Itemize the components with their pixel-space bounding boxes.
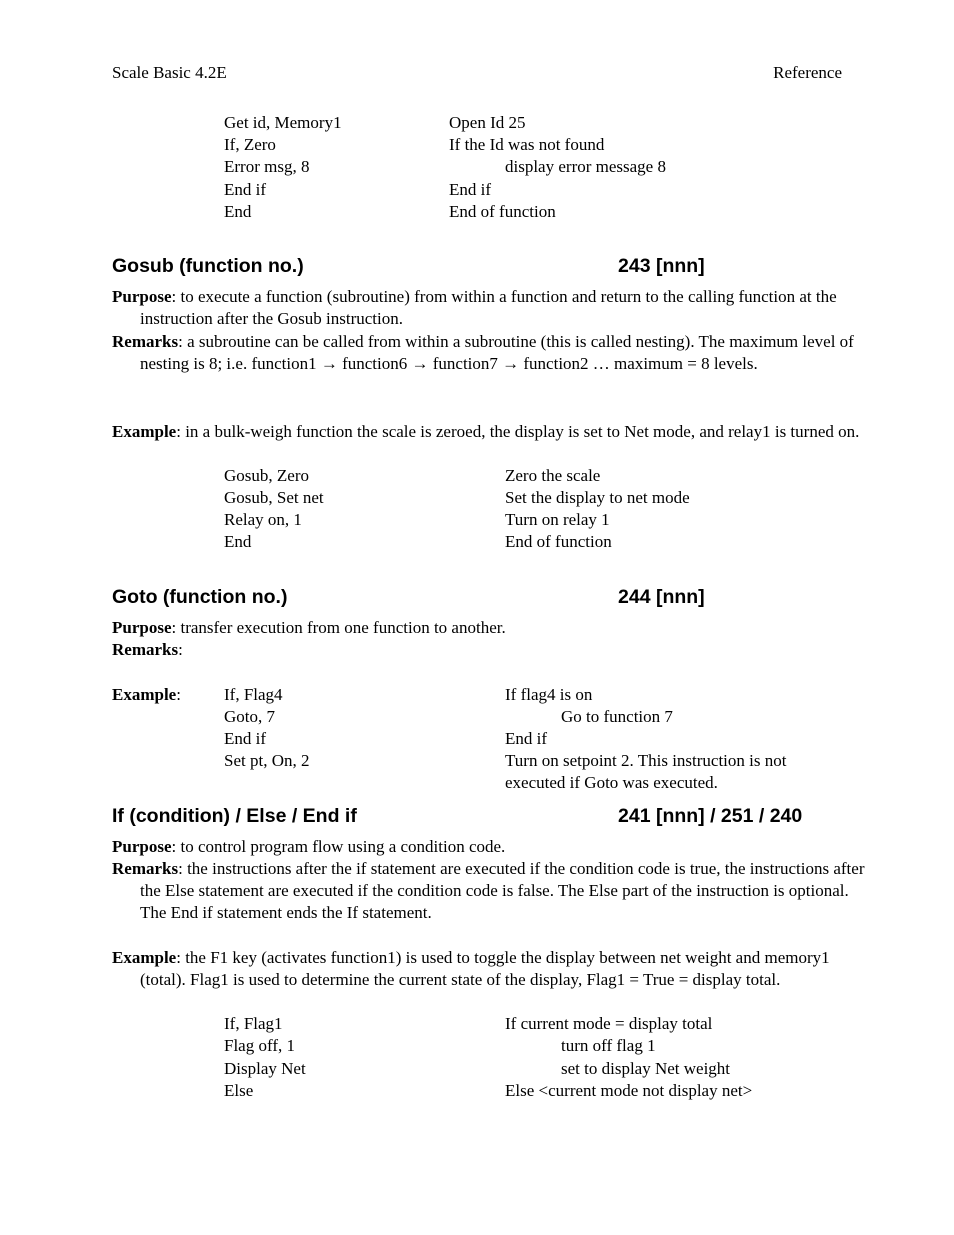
code-comment: turn off flag 1: [561, 1036, 656, 1055]
code-comment: If current mode = display total: [505, 1014, 713, 1033]
code-comment: Go to function 7: [561, 707, 673, 726]
code-comment: End if: [505, 729, 548, 748]
goto-example-label: Example:: [112, 685, 181, 704]
gosub-heading: Gosub (function no.): [112, 255, 304, 277]
code-comment: Else <current mode not display net>: [505, 1081, 753, 1100]
code-comment: executed if Goto was executed.: [505, 773, 718, 792]
code-line: End: [224, 202, 252, 221]
code-line: End if: [224, 180, 267, 199]
code-comment: Turn on relay 1: [505, 510, 610, 529]
code-comment: Zero the scale: [505, 466, 601, 485]
code-comment: display error message 8: [505, 157, 666, 176]
if-opcode: 241 [nnn] / 251 / 240: [618, 805, 803, 827]
code-comment: If the Id was not found: [449, 135, 605, 154]
code-line: Relay on, 1: [224, 510, 302, 529]
code-line: End if: [224, 729, 267, 748]
code-comment: Open Id 25: [449, 113, 526, 132]
code-line: Else: [224, 1081, 254, 1100]
code-line: If, Flag1: [224, 1014, 283, 1033]
if-heading: If (condition) / Else / End if: [112, 805, 357, 827]
code-comment: If flag4 is on: [505, 685, 593, 704]
code-comment: End of function: [505, 532, 612, 551]
code-line: Display Net: [224, 1059, 306, 1078]
goto-opcode: 244 [nnn]: [618, 586, 705, 608]
if-example: Example: the F1 key (activates function1) is used to toggle the display between net weight and memory1 (total). Flag1 is used to determine the current state of the display, Flag1 = True = display total.: [112, 948, 830, 989]
if-remarks: Remarks: the instructions after the if statement are executed if the condition code is true, the instructions after the Else statement are executed if the condition code is false. The Else part of the instruction is optional. The End if statement ends the If statement.: [112, 859, 865, 922]
if-purpose: Purpose: to control program flow using a condition code.: [112, 837, 506, 856]
code-line: Flag off, 1: [224, 1036, 295, 1055]
header-left: Scale Basic 4.2E: [112, 63, 227, 82]
gosub-example: Example: in a bulk-weigh function the scale is zeroed, the display is set to Net mode, and relay1 is turned on.: [112, 422, 860, 441]
code-line: Goto, 7: [224, 707, 275, 726]
code-comment: Turn on setpoint 2. This instruction is not: [505, 751, 787, 770]
code-line: Gosub, Set net: [224, 488, 324, 507]
code-line: Gosub, Zero: [224, 466, 309, 485]
code-comment: End of function: [449, 202, 556, 221]
code-line: If, Zero: [224, 135, 276, 154]
code-line: End: [224, 532, 252, 551]
code-line: Get id, Memory1: [224, 113, 342, 132]
goto-purpose: Purpose: transfer execution from one function to another.: [112, 618, 506, 637]
code-line: Error msg, 8: [224, 157, 310, 176]
goto-heading: Goto (function no.): [112, 586, 288, 608]
code-line: Set pt, On, 2: [224, 751, 310, 770]
code-line: If, Flag4: [224, 685, 283, 704]
goto-remarks: Remarks:: [112, 640, 183, 659]
code-comment: Set the display to net mode: [505, 488, 690, 507]
gosub-remarks: Remarks: a subroutine can be called from within a subroutine (this is called nesting). The maximum level of nesting is 8; i.e. function1 → function6 → function7 → function2 … maximum = 8 levels.: [112, 332, 854, 373]
header-right: Reference: [773, 63, 842, 82]
gosub-opcode: 243 [nnn]: [618, 255, 705, 277]
code-comment: set to display Net weight: [561, 1059, 731, 1078]
code-comment: End if: [449, 180, 492, 199]
gosub-purpose: Purpose: to execute a function (subroutine) from within a function and return to the calling function at the instruction after the Gosub instruction.: [112, 287, 837, 328]
